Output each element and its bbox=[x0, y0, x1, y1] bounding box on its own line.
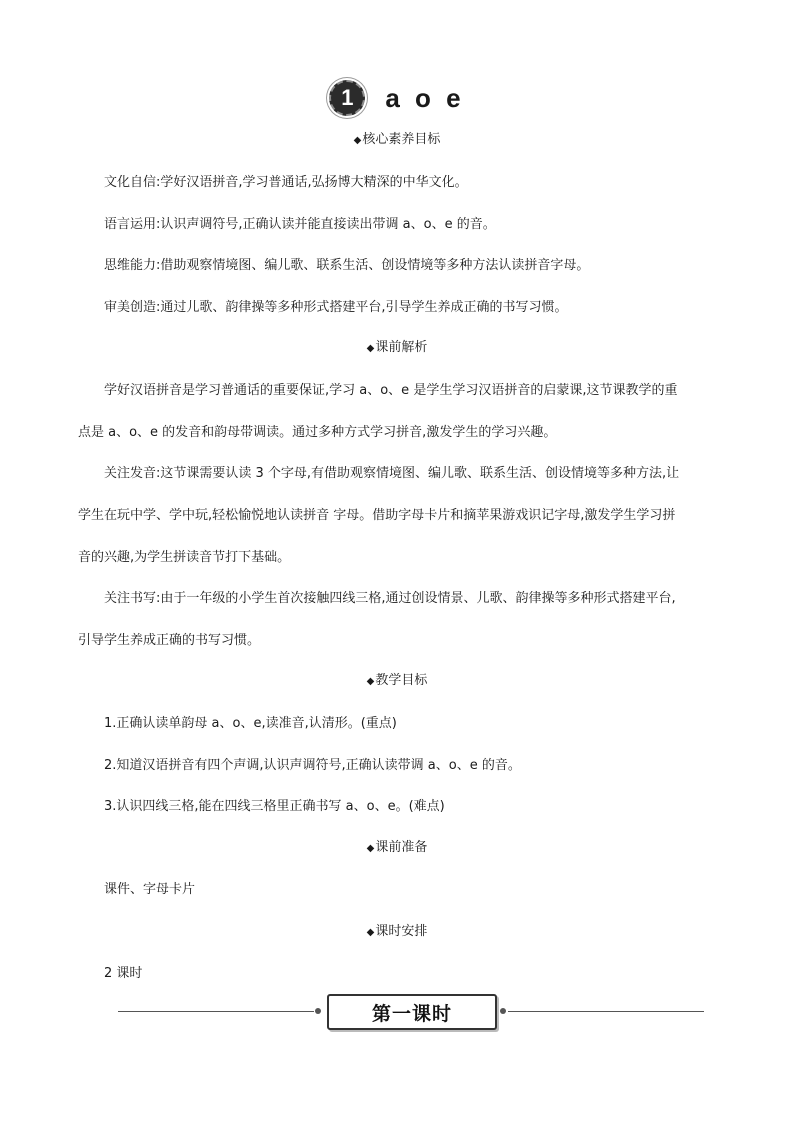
lesson-title: a o e bbox=[385, 82, 465, 113]
diamond-bullet-icon: ◆ bbox=[366, 843, 375, 854]
lesson-header bbox=[0, 80, 794, 116]
section-heading-label: 课前解析 bbox=[375, 340, 428, 355]
objective-item: 2.知道汉语拼音有四个声调,认识声调符号,正确认读带调 a、o、e 的音。 bbox=[104, 758, 521, 773]
divider-dot-right bbox=[500, 1008, 506, 1014]
objective-item: 3.认识四线三格,能在四线三格里正确书写 a、o、e。(难点) bbox=[104, 799, 445, 814]
analysis-line: 学好汉语拼音是学习普通话的重要保证,学习 a、o、e 是学生学习汉语拼音的启蒙课,这节课教学的重 bbox=[104, 383, 678, 398]
section-heading-objectives bbox=[0, 669, 794, 688]
preparation-text: 课件、字母卡片 bbox=[104, 882, 196, 897]
divider-dot-left bbox=[315, 1008, 321, 1014]
section-heading-label: 教学目标 bbox=[375, 673, 428, 688]
section-heading-label: 核心素养目标 bbox=[362, 132, 441, 147]
diamond-bullet-icon: ◆ bbox=[366, 927, 375, 938]
section-heading-preparation bbox=[0, 836, 794, 855]
analysis-line: 引导学生养成正确的书写习惯。 bbox=[78, 633, 261, 648]
divider-line-right bbox=[508, 1011, 704, 1012]
core-goal-line: 审美创造:通过儿歌、韵律操等多种形式搭建平台,引导学生养成正确的书写习惯。 bbox=[104, 300, 568, 315]
analysis-line: 关注发音:这节课需要认读 3 个字母,有借助观察情境图、编儿歌、联系生活、创设情境等多种方法,让 bbox=[104, 466, 680, 481]
objective-item: 1.正确认读单韵母 a、o、e,读准音,认清形。(重点) bbox=[104, 716, 397, 731]
analysis-line: 学生在玩中学、学中玩,轻松愉悦地认读拼音 字母。借助字母卡片和摘苹果游戏识记字母,激发学生学习拼 bbox=[78, 508, 676, 523]
lesson-number-badge: 1 bbox=[329, 80, 365, 116]
core-goal-line: 语言运用:认识声调符号,正确认读并能直接读出带调 a、o、e 的音。 bbox=[104, 217, 496, 232]
section-heading-label: 课前准备 bbox=[375, 840, 428, 855]
diamond-bullet-icon: ◆ bbox=[366, 343, 375, 354]
section-heading-analysis bbox=[0, 336, 794, 355]
section-heading-core-goals bbox=[0, 128, 794, 147]
core-goal-line: 文化自信:学好汉语拼音,学习普通话,弘扬博大精深的中华文化。 bbox=[104, 175, 468, 190]
diamond-bullet-icon: ◆ bbox=[353, 135, 362, 146]
section-heading-label: 课时安排 bbox=[375, 924, 428, 939]
schedule-text: 2 课时 bbox=[104, 966, 143, 981]
lesson-period-divider bbox=[118, 994, 704, 1030]
divider-line-left bbox=[118, 1011, 314, 1012]
analysis-line: 点是 a、o、e 的发音和韵母带调读。通过多种方式学习拼音,激发学生的学习兴趣。 bbox=[78, 425, 557, 440]
lesson-period-label: 第一课时 bbox=[327, 994, 497, 1030]
analysis-line: 音的兴趣,为学生拼读音节打下基础。 bbox=[78, 550, 291, 565]
core-goal-line: 思维能力:借助观察情境图、编儿歌、联系生活、创设情境等多种方法认读拼音字母。 bbox=[104, 258, 590, 273]
section-heading-schedule bbox=[0, 920, 794, 939]
analysis-line: 关注书写:由于一年级的小学生首次接触四线三格,通过创设情景、儿歌、韵律操等多种形式搭建平台, bbox=[104, 591, 676, 606]
diamond-bullet-icon: ◆ bbox=[366, 676, 375, 687]
